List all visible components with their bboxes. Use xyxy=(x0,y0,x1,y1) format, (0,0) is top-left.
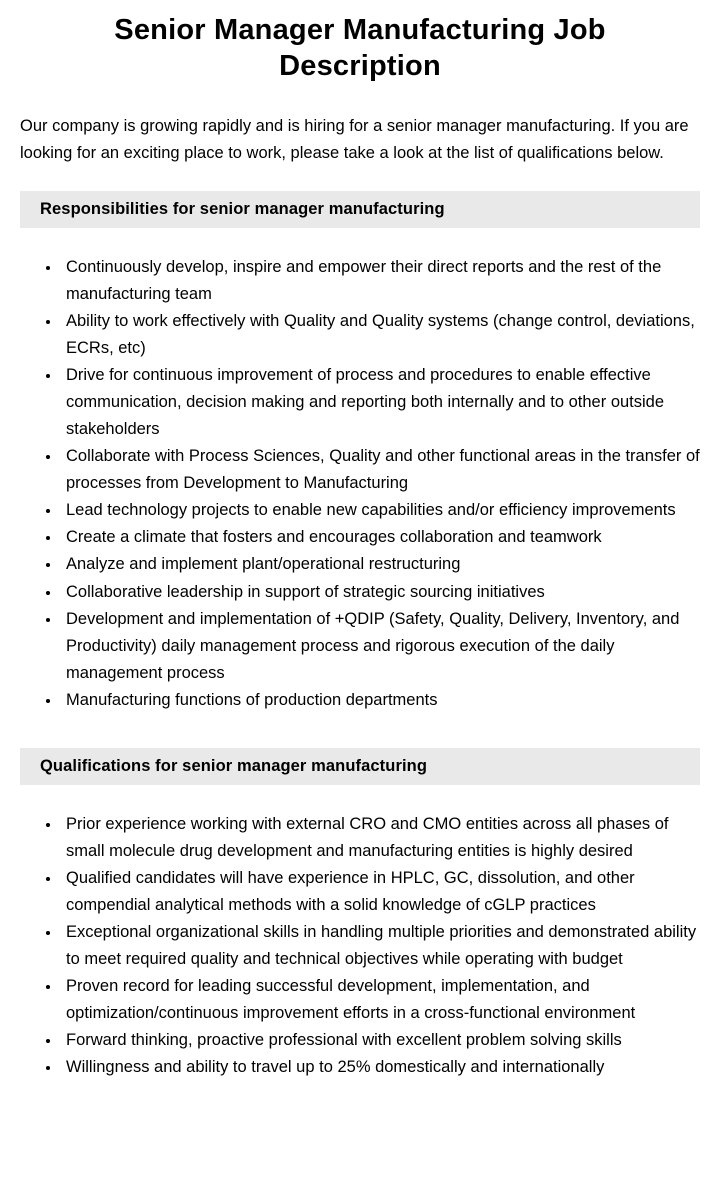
responsibilities-section xyxy=(20,191,700,714)
list-item: • Ability to work effectively with Quality and Quality systems (change control, deviations, ECRs, etc) xyxy=(61,308,700,362)
qualifications-heading: Qualifications for senior manager manufacturing xyxy=(20,748,700,785)
list-item: • Analyze and implement plant/operational restructuring xyxy=(61,551,700,578)
list-item: • Collaborate with Process Sciences, Quality and other functional areas in the transfer of processes from Development to Manufacturing xyxy=(61,443,700,497)
list-item: • Forward thinking, proactive professional with excellent problem solving skills xyxy=(61,1027,700,1054)
list-item: • Continuously develop, inspire and empower their direct reports and the rest of the manufacturing team xyxy=(61,254,700,308)
list-item: • Manufacturing functions of production departments xyxy=(61,687,700,714)
qualifications-list xyxy=(20,811,700,1081)
list-item: • Drive for continuous improvement of process and procedures to enable effective communication, decision making and reporting both internally and to other outside stakeholders xyxy=(61,362,700,443)
responsibilities-list xyxy=(20,254,700,714)
list-item: • Lead technology projects to enable new capabilities and/or efficiency improvements xyxy=(61,497,700,524)
list-item: • Development and implementation of +QDIP (Safety, Quality, Delivery, Inventory, and Productivity) daily management process and rigorous execution of the daily management process xyxy=(61,606,700,687)
responsibilities-heading: Responsibilities for senior manager manufacturing xyxy=(20,191,700,228)
list-item: • Proven record for leading successful development, implementation, and optimization/continuous improvement efforts in a cross-functional environment xyxy=(61,973,700,1027)
list-item: • Collaborative leadership in support of strategic sourcing initiatives xyxy=(61,579,700,606)
qualifications-section xyxy=(20,748,700,1081)
list-item: • Create a climate that fosters and encourages collaboration and teamwork xyxy=(61,524,700,551)
list-item: • Qualified candidates will have experience in HPLC, GC, dissolution, and other compendial analytical methods with a solid knowledge of cGLP practices xyxy=(61,865,700,919)
list-item: • Prior experience working with external CRO and CMO entities across all phases of small molecule drug development and manufacturing entities is highly desired xyxy=(61,811,700,865)
list-item: • Willingness and ability to travel up to 25% domestically and internationally xyxy=(61,1054,700,1081)
page-title: Senior Manager Manufacturing Job Description xyxy=(114,14,606,83)
list-item: • Exceptional organizational skills in handling multiple priorities and demonstrated ability to meet required quality and technical objectives while operating with budget xyxy=(61,919,700,973)
intro-paragraph: Our company is growing rapidly and is hiring for a senior manager manufacturing. If you are looking for an exciting place to work, please take a look at the list of qualifications below. xyxy=(20,116,689,162)
